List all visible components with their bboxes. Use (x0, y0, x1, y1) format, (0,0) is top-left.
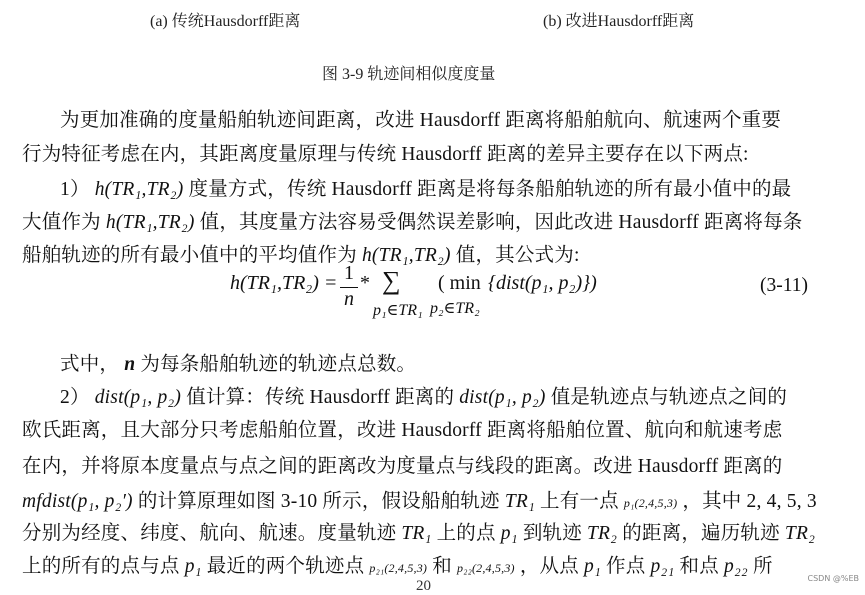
text: ，其中 2, 4, 5, 3 (682, 491, 817, 512)
caption-b: (b) 改进Hausdorff距离 (543, 13, 695, 30)
page-number: 20 (416, 578, 431, 594)
math-p22: p₂₂ (724, 556, 748, 577)
math-p21: p₂₁(2,4,5,3) (369, 561, 428, 575)
text: 欧氏距离，且大部分只考虑船舶位置，改进 Hausdorff 距离将船舶位置、航向和航速考虑 (22, 420, 783, 441)
text: 值，其公式为: (455, 245, 580, 266)
text: 大值作为 (22, 212, 101, 233)
paragraph-line (60, 104, 781, 132)
formula-star: * (360, 272, 370, 294)
math-p1: p₁ (500, 523, 518, 544)
text: 式中， (60, 354, 120, 375)
text: 上的点 (436, 523, 496, 544)
math-TR1: TR₁ (504, 491, 535, 512)
text: 行为特征考虑在内，其距离度量原理与传统 Hausdorff 距离的差异主要存在以下两点: (22, 144, 749, 165)
text: 的距离，遍历轨迹 (622, 523, 780, 544)
paragraph-line (22, 550, 773, 578)
text: 度量方式，传统 Hausdorff 距离是将每条船舶轨迹的所有最小值中的最 (188, 179, 792, 200)
math-dist: dist(p₁, p₂) (459, 387, 546, 408)
text: 最近的两个轨迹点 (206, 556, 365, 577)
figure-title: 图 3-9 轨迹间相似度度量 (322, 66, 496, 83)
text: 值计算：传统 Hausdorff 距离的 (186, 387, 455, 408)
watermark: CSDN @%EB (807, 574, 859, 583)
paragraph-line (22, 450, 782, 478)
formula-lhs: h(TR₁,TR₂) = (230, 272, 338, 294)
text: 和点 (679, 556, 719, 577)
text: 到轨迹 (522, 523, 582, 544)
text: 的计算原理如图 3-10 所示，假设船舶轨迹 (137, 491, 500, 512)
text: 值，其度量方法容易受偶然误差影响，因此改进 Hausdorff 距离将每条 (199, 212, 803, 233)
math-TR2: TR₂ (587, 523, 618, 544)
text: 和 (432, 556, 452, 577)
text: 在内，并将原本度量点与点之间的距离改为度量点与线段的距离。改进 Hausdorff 距离的 (22, 456, 783, 477)
text: 1） (60, 179, 90, 200)
math-h: h(TR₁,TR₂) (105, 212, 195, 233)
paragraph-line (22, 414, 782, 442)
math-p1: p₁ (584, 556, 601, 577)
paragraph-line (22, 517, 815, 545)
math-p22: p₂₂(2,4,5,3) (457, 561, 515, 575)
text: 2） (60, 387, 90, 408)
text: 所 (753, 556, 773, 577)
text: ，从点 (519, 556, 579, 577)
math-mfdist: mfdist(p₁, p₂′) (22, 491, 133, 512)
equation-number: (3-11) (760, 275, 809, 296)
formula-body: {dist(p₁, p₂)}) (488, 272, 597, 294)
math-p21: p₂₁ (650, 556, 675, 577)
text: 船舶轨迹的所有最小值中的平均值作为 (22, 245, 357, 266)
paragraph-line (22, 138, 749, 166)
paragraph-line (60, 348, 416, 376)
text: 分别为经度、纬度、航向、航速。度量轨迹 (22, 523, 397, 544)
caption-a: (a) 传统Hausdorff距离 (150, 13, 301, 30)
text: 上的所有的点与点 (22, 556, 180, 577)
text: 上有一点 (540, 491, 619, 512)
paragraph-line (22, 206, 803, 234)
min-subscript: p₂∈TR₂ (430, 300, 480, 317)
paragraph-line (60, 173, 791, 201)
math-n: n (124, 354, 136, 375)
text: 值是轨迹点与轨迹点之间的 (550, 387, 788, 408)
text: 作点 (606, 556, 646, 577)
math-TR1: TR₁ (401, 523, 432, 544)
fraction-numerator: 1 (340, 262, 358, 288)
paragraph-line (60, 381, 787, 409)
formula-3-11 (230, 262, 650, 332)
math-TR2: TR₂ (784, 523, 816, 544)
text: 为更加准确的度量船舶轨迹间距离，改进 Hausdorff 距离将船舶航向、航速两个重要 (60, 110, 782, 131)
math-h: h(TR₁,TR₂) (94, 179, 184, 200)
math-p1: p₁(2,4,5,3) (623, 496, 678, 510)
formula-fraction (340, 262, 358, 311)
fraction-denominator: n (344, 288, 354, 310)
math-p1: p₁ (184, 556, 202, 577)
text: 为每条船舶轨迹的轨迹点总数。 (140, 354, 417, 375)
math-h: h(TR₁,TR₂) (361, 245, 451, 266)
min-operator: ( min (438, 272, 481, 294)
sigma-subscript: p₁∈TR₁ (373, 302, 423, 319)
sigma-symbol: ∑ (382, 266, 401, 295)
math-dist: dist(p₁, p₂) (94, 387, 182, 408)
paragraph-line (22, 485, 817, 513)
